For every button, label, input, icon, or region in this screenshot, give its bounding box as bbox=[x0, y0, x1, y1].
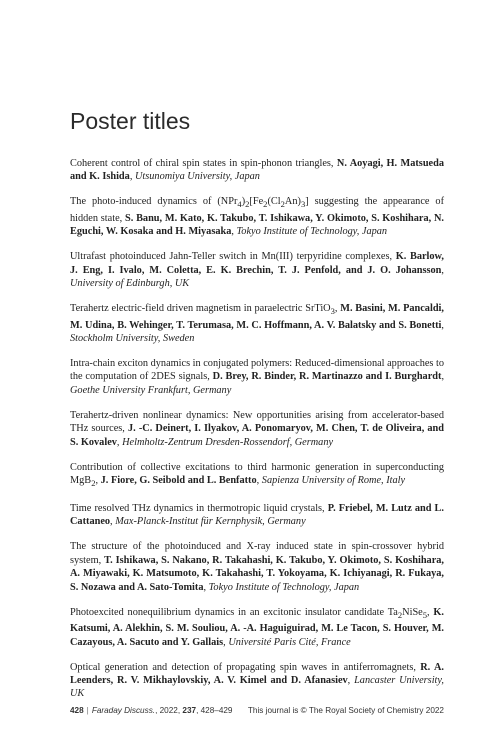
poster-entry: Intra-chain exciton dynamics in conjugated polymers: Reduced-dimensional approaches to the computation of 2DES signals, D. Brey, R. Binder, R. Martinazzo and I. Burghardt, Goethe University Frankfurt, Germany bbox=[70, 357, 445, 396]
poster-authors: P. Friebel, M. Lutz and L. Cattaneo bbox=[70, 503, 444, 528]
poster-affiliation: Université Paris Cité, France bbox=[228, 636, 351, 648]
poster-affiliation: Lancaster University, UK bbox=[70, 674, 444, 700]
poster-affiliation: Max-Planck-Institut für Kernphysik, Germany bbox=[115, 516, 306, 528]
poster-authors: S. Banu, M. Kato, K. Takubo, T. Ishikawa, Y. Okimoto, S. Koshihara, N. Eguchi, W. Kosaka and H. Miyasaka bbox=[70, 212, 444, 238]
poster-authors: D. Brey, R. Binder, R. Martinazzo and I. Burghardt bbox=[212, 371, 442, 383]
poster-list bbox=[70, 157, 444, 712]
poster-title: Coherent control of chiral spin states in spin-phonon triangles, bbox=[70, 158, 337, 169]
poster-entry: The structure of the photoinduced and X-ray induced state in spin-crossover hybrid system, T. Ishikawa, S. Nakano, R. Takahashi, K. Takubo, Y. Okimoto, S. Koshihara, A. Miyawaki, K. Matsumoto, K. Takahashi, T. Yokoyama, K. Ichiyanagi, R. Fukaya, S. Nozawa and A. Sato-Tomita, Tokyo Institute of Technology, Japan bbox=[70, 541, 444, 593]
poster-entry: The photo-induced dynamics of $(NPr_4)_2[Fe_2(Cl_2An)_3]$ suggesting the appearance of hidden state, S. Banu, M. Kato, K. Takubo, T. Ishikawa, Y. Okimoto, S. Koshihara, N. Eguchi, W. Kosaka and H. Miyasaka, Tokyo Institute of Technology, Japan bbox=[70, 196, 444, 238]
poster-affiliation: Sapienza University of Rome, Italy bbox=[261, 474, 406, 486]
poster-entry: Coherent control of chiral spin states in spin-phonon triangles, N. Aoyagi, H. Matsueda and K. Ishida, Utsunomiya University, Japan bbox=[70, 158, 444, 183]
journal-name: Faraday Discuss. bbox=[91, 706, 156, 715]
volume-number: 237 bbox=[182, 706, 197, 715]
poster-title: The structure of the photoinduced and X-ray induced state in spin-crossover hybrid system, bbox=[70, 541, 444, 566]
poster-authors: K. Barlow, J. Eng, I. Ivalo, M. Coletta, E. K. Brechin, T. J. Penfold, and J. O. Johansson bbox=[70, 251, 444, 276]
poster-affiliation: Tokyo Institute of Technology, Japan bbox=[208, 581, 360, 593]
poster-authors: K. Katsumi, A. Alekhin, S. M. Souliou, A. -A. Haguiguirad, M. Le Tacon, S. Houver, M. Cazayous, A. Sacuto and Y. Gallais bbox=[70, 606, 444, 648]
poster-entry: Terahertz-driven nonlinear dynamics: New opportunities arising from accelerator-based THz sources, J. -C. Deinert, I. Ilyakov, A. Ponomaryov, M. Chen, T. de Oliveira, and S. Kovalev, Helmholtz-Zentrum Dresden-Rossendorf, Germany bbox=[70, 409, 444, 448]
poster-entry: Photoexcited nonequilibrium dynamics in an excitonic insulator candidate $Ta_2NiSe_5$, K. Katsumi, A. Alekhin, S. M. Souliou, A. -A. Haguiguirad, M. Le Tacon, S. Houver, M. Cazayous, A. Sacuto and Y. Gallais, Université Paris Cité, France bbox=[70, 606, 444, 648]
poster-affiliation: Utsunomiya University, Japan bbox=[134, 171, 260, 183]
poster-affiliation: Goethe University Frankfurt, Germany bbox=[70, 384, 232, 396]
poster-authors: J. Fiore, G. Seibold and L. Benfatto bbox=[100, 474, 257, 486]
poster-title: Terahertz electric-field driven magnetism in paraelectric SrTiO$_3$, bbox=[70, 303, 341, 317]
citation-year: , 2022, bbox=[155, 706, 183, 715]
poster-title: Time resolved THz dynamics in thermotropic liquid crystals, bbox=[70, 503, 328, 515]
poster-authors: R. A. Leenders, R. V. Mikhaylovskiy, A. V. Kimel and D. Afanasiev bbox=[70, 661, 444, 686]
footer-citation bbox=[70, 706, 233, 715]
poster-entry: Ultrafast photoinduced Jahn-Teller switch in Mn(III) terpyridine complexes, K. Barlow, J. Eng, I. Ivalo, M. Coletta, E. K. Brechin, T. J. Penfold, and J. O. Johansson, University of Edinburgh, UK bbox=[70, 251, 444, 290]
poster-authors: J. -C. Deinert, I. Ilyakov, A. Ponomaryov, M. Chen, T. de Oliveira, and S. Kovalev bbox=[70, 423, 444, 448]
poster-entry: Optical generation and detection of propagating spin waves in antiferromagnets, R. A. Leenders, R. V. Mikhaylovskiy, A. V. Kimel and D. Afanasiev, Lancaster University, UK bbox=[70, 661, 444, 700]
page-title: Poster titles bbox=[70, 108, 191, 134]
poster-authors: M. Basini, M. Pancaldi, M. Udina, B. Wehinger, T. Terumasa, M. C. Hoffmann, A. V. Balatsky and S. Bonetti bbox=[70, 303, 444, 331]
poster-authors: T. Ishikawa, S. Nakano, R. Takahashi, K. Takubo, Y. Okimoto, S. Koshihara, A. Miyawaki, K. Matsumoto, K. Takahashi, T. Yokoyama, K. Ichiyanagi, R. Fukaya, S. Nozawa and A. Sato-Tomita bbox=[70, 554, 444, 593]
poster-title: Optical generation and detection of propagating spin waves in antiferromagnets, bbox=[70, 661, 421, 673]
poster-entry: Contribution of collective excitations to third harmonic generation in superconducting MgB$_2$, J. Fiore, G. Seibold and L. Benfatto, Sapienza University of Rome, Italy bbox=[70, 461, 444, 489]
page-range: , 428–429 bbox=[196, 706, 233, 715]
poster-title: Contribution of collective excitations to third harmonic generation in superconducting MgB$_2$, bbox=[70, 461, 444, 489]
poster-title: Terahertz-driven nonlinear dynamics: New opportunities arising from accelerator-based THz sources, bbox=[70, 409, 444, 435]
page-footer bbox=[70, 706, 444, 715]
poster-title: Intra-chain exciton dynamics in conjugated polymers: Reduced-dimensional approaches to the computation of 2DES signals, bbox=[70, 357, 445, 383]
poster-affiliation: University of Edinburgh, UK bbox=[70, 278, 190, 290]
page-number: 428 bbox=[70, 706, 84, 715]
copyright-notice: This journal is © The Royal Society of Chemistry 2022 bbox=[247, 706, 444, 715]
poster-entry: Terahertz electric-field driven magnetism in paraelectric SrTiO$_3$, M. Basini, M. Pancaldi, M. Udina, B. Wehinger, T. Terumasa, M. C. Hoffmann, A. V. Balatsky and S. Bonetti, Stockholm University, Sweden bbox=[70, 303, 444, 344]
poster-title: Photoexcited nonequilibrium dynamics in an excitonic insulator candidate $Ta_2NiSe_5$, bbox=[70, 606, 434, 620]
poster-authors: N. Aoyagi, H. Matsueda and K. Ishida bbox=[70, 158, 444, 183]
poster-affiliation: Helmholtz-Zentrum Dresden-Rossendorf, Germany bbox=[122, 436, 334, 448]
poster-entry: Time resolved THz dynamics in thermotropic liquid crystals, P. Friebel, M. Lutz and L. Cattaneo, Max-Planck-Institut für Kernphysik, Germany bbox=[70, 503, 444, 528]
poster-affiliation: Tokyo Institute of Technology, Japan bbox=[236, 226, 388, 238]
poster-title: Ultrafast photoinduced Jahn-Teller switch in Mn(III) terpyridine complexes, bbox=[70, 251, 396, 263]
poster-title: The photo-induced dynamics of $(NPr_4)_2[Fe_2(Cl_2An)_3]$ suggesting the appearance of hidden state, bbox=[70, 196, 444, 224]
poster-affiliation: Stockholm University, Sweden bbox=[70, 332, 195, 344]
footer-separator: | bbox=[86, 706, 89, 715]
